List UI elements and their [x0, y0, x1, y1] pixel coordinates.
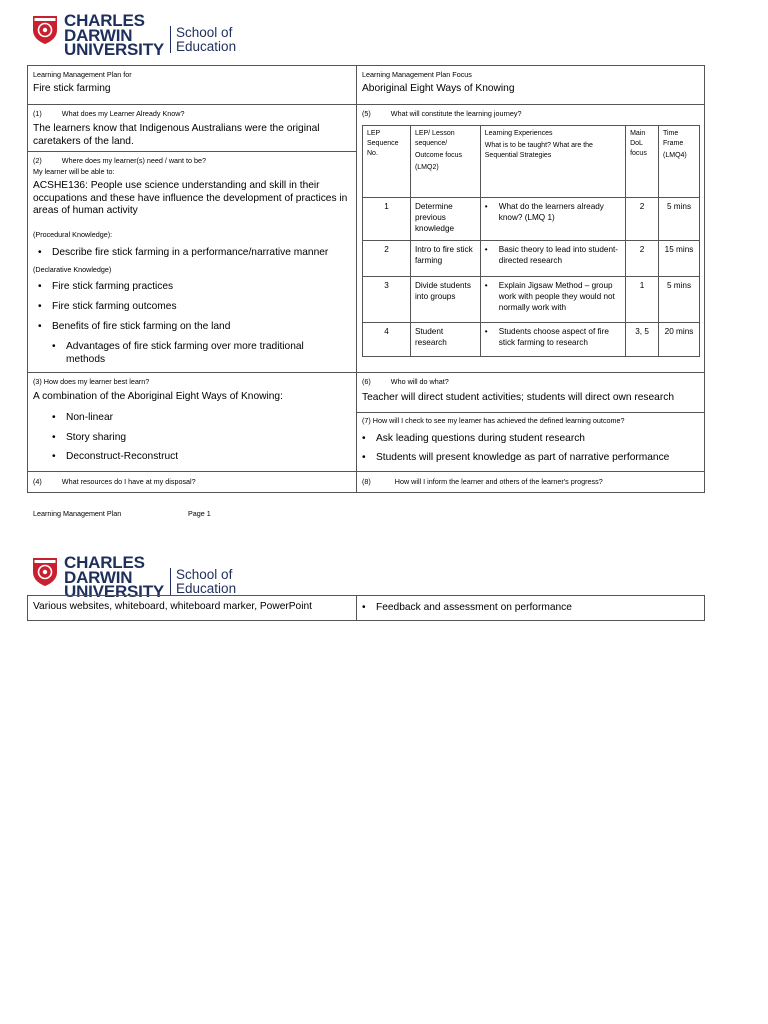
plan-focus-value: Aboriginal Eight Ways of Knowing [362, 83, 515, 94]
row-seq: 1 [363, 198, 411, 241]
q1-question: What does my Learner Already Know? [61, 109, 185, 118]
table-row [363, 198, 700, 241]
wordmark-line-3: UNIVERSITY [64, 582, 165, 601]
declarative-sub-item: Advantages of fire stick farming over more traditional methods [66, 341, 304, 365]
bullet-icon: • [52, 412, 56, 423]
q7-item-1: Ask leading questions during student research [376, 433, 585, 444]
wordmark-line-2: DARWIN [64, 567, 133, 587]
row-exp-text: What do the learners already know? (LMQ 1) [498, 202, 604, 222]
row-seq: 2 [363, 241, 411, 277]
shield-icon [32, 15, 58, 45]
q2-able-label: My learner will be able to: [33, 167, 115, 176]
q2-question: Where does my learner(s) need / want to be? [61, 156, 207, 165]
school-name [176, 26, 236, 54]
row-time: 5 mins [659, 277, 700, 323]
bullet-icon: • [52, 432, 56, 443]
row-exp-text: Basic theory to lead into student-directed research [498, 245, 619, 265]
row-dol: 1 [626, 277, 659, 323]
q5-label [362, 109, 700, 119]
bullet-icon: • [52, 341, 56, 352]
bullet-icon: • [52, 451, 56, 462]
row-exp-text: Students choose aspect of fire stick farming to research [498, 327, 609, 347]
q3-label: (3) How does my learner best learn? [33, 377, 150, 386]
q8-cell [362, 477, 702, 487]
declarative-item-3: Benefits of fire stick farming on the land [52, 321, 231, 332]
q3-item-3: Deconstruct-Reconstruct [66, 451, 179, 462]
university-wordmark [64, 11, 165, 59]
q2-label [33, 156, 351, 166]
plan-focus-label: Learning Management Plan Focus [362, 70, 472, 79]
q8-question: How will I inform the learner and others of the learner's progress? [394, 477, 603, 486]
q4-question: What resources do I have at my disposal? [61, 477, 196, 486]
bullet-icon: • [38, 281, 42, 292]
table-row [363, 323, 700, 357]
header-exp [480, 126, 625, 198]
row-divider-q4 [27, 471, 705, 472]
q5-question: What will constitute the learning journey? [390, 109, 522, 118]
school-name [176, 568, 236, 596]
footer-title: Learning Management Plan [33, 509, 122, 518]
q4-label [33, 477, 351, 487]
q8-number: (8) [362, 477, 371, 486]
wordmark-line-1: CHARLES [64, 553, 145, 572]
q6-question: Who will do what? [390, 377, 449, 386]
row-exp [480, 241, 625, 277]
bullet-icon: • [38, 321, 42, 332]
table-row [363, 277, 700, 323]
bullet-icon: • [362, 433, 366, 444]
header-exp-2: What is to be taught? What are the Sequential Strategies [484, 142, 593, 159]
q1-text: The learners know that Indigenous Australians were the original caretakers of the land. [33, 123, 320, 147]
header-seq: LEP Sequence No. [363, 126, 411, 198]
plan-focus-cell [362, 70, 700, 96]
q7-label: (7) How will I check to see my learner has achieved the defined learning outcome? [362, 416, 625, 425]
row-lesson: Student research [410, 323, 480, 357]
row-seq: 3 [363, 277, 411, 323]
bullet-icon: • [484, 327, 488, 336]
university-wordmark [64, 553, 165, 601]
q2-number: (2) [33, 156, 42, 165]
row-exp [480, 198, 625, 241]
university-logo [32, 11, 237, 59]
procedural-item-1: Describe fire stick farming in a performance/narrative manner [52, 247, 329, 258]
q3-item-1: Non-linear [66, 412, 113, 423]
q5-number: (5) [362, 109, 371, 118]
q3-cell [33, 377, 351, 404]
row-dol: 3, 5 [626, 323, 659, 357]
row-divider-header [27, 104, 705, 105]
row-dol: 2 [626, 241, 659, 277]
q4-number: (4) [33, 477, 42, 486]
plan-for-cell [33, 70, 351, 96]
header-time-1: Time Frame [663, 130, 684, 147]
plan-for-value: Fire stick farming [33, 83, 111, 94]
row-time: 20 mins [659, 323, 700, 357]
procedural-label: (Procedural Knowledge): [33, 230, 113, 239]
q6-cell [362, 377, 702, 405]
wordmark-line-3: UNIVERSITY [64, 40, 165, 59]
q8-text: Feedback and assessment on performance [376, 602, 572, 613]
bullet-icon: • [484, 281, 488, 290]
logo-divider [170, 26, 171, 53]
declarative-item-2: Fire stick farming outcomes [52, 301, 177, 312]
q6-label [362, 377, 702, 387]
row-dol: 2 [626, 198, 659, 241]
row-lesson: Intro to fire stick farming [410, 241, 480, 277]
wordmark-line-2: DARWIN [64, 25, 133, 45]
q8-label [362, 477, 702, 487]
footer-page: Page 1 [188, 509, 211, 518]
row-lesson: Determine previous knowledge [410, 198, 480, 241]
q3-item-2: Story sharing [66, 432, 127, 443]
column-divider [356, 595, 357, 621]
q2-text: ACSHE136: People use science understanding and skill in their occupations and these have influence the development of practices in areas of human activity [33, 180, 348, 217]
header-dol: Main DoL focus [626, 126, 659, 198]
school-line-2: Education [176, 39, 237, 54]
q1-number: (1) [33, 109, 42, 118]
q4-cell [33, 477, 351, 487]
row-divider-q3 [27, 372, 705, 373]
bullet-icon: • [38, 247, 42, 258]
header-lesson-2: Outcome focus [414, 152, 463, 159]
header-lesson [410, 126, 480, 198]
bullet-icon: • [362, 602, 366, 613]
school-line-2: Education [176, 581, 237, 596]
shield-icon [32, 557, 58, 587]
table-row [363, 241, 700, 277]
q1-label [33, 109, 351, 119]
declarative-label: (Declarative Knowledge) [33, 265, 112, 274]
row-lesson: Divide students into groups [410, 277, 480, 323]
learning-journey-table [362, 125, 700, 357]
header-exp-1: Learning Experiences [484, 130, 553, 137]
q4-text: Various websites, whiteboard, whiteboard marker, PowerPoint [33, 601, 312, 612]
plan-for-label: Learning Management Plan for [33, 70, 132, 79]
row-exp [480, 323, 625, 357]
logo-divider [170, 568, 171, 595]
bullet-icon: • [362, 452, 366, 463]
bullet-icon: • [38, 301, 42, 312]
row-time: 5 mins [659, 198, 700, 241]
header-lesson-3: (LMQ2) [414, 164, 439, 171]
q7-item-2: Students will present knowledge as part of narrative performance [376, 452, 670, 463]
column-divider [356, 65, 357, 493]
q2-cell [33, 156, 351, 218]
q1-cell [33, 109, 351, 148]
q6-text: Teacher will direct student activities; students will direct own research [362, 392, 674, 403]
university-logo [32, 553, 237, 601]
school-line-1: School of [176, 568, 233, 582]
header-lesson-1: LEP/ Lesson sequence/ [414, 130, 455, 147]
bullet-icon: • [484, 202, 488, 211]
table-header-row [363, 126, 700, 198]
row-exp [480, 277, 625, 323]
declarative-item-1: Fire stick farming practices [52, 281, 174, 292]
q6-number: (6) [362, 377, 371, 386]
row-seq: 4 [363, 323, 411, 357]
school-line-1: School of [176, 26, 233, 40]
q7-cell [362, 416, 702, 426]
q5-cell [362, 109, 700, 119]
row-exp-text: Explain Jigsaw Method – group work with people they would not normally work with [498, 281, 615, 312]
bullet-icon: • [484, 245, 488, 254]
row-divider-q7 [357, 412, 705, 413]
row-time: 15 mins [659, 241, 700, 277]
row-divider-q1 [27, 151, 357, 152]
header-time [659, 126, 700, 198]
wordmark-line-1: CHARLES [64, 11, 145, 30]
q3-text: A combination of the Aboriginal Eight Ways of Knowing: [33, 391, 283, 402]
header-time-2: (LMQ4) [663, 152, 687, 159]
